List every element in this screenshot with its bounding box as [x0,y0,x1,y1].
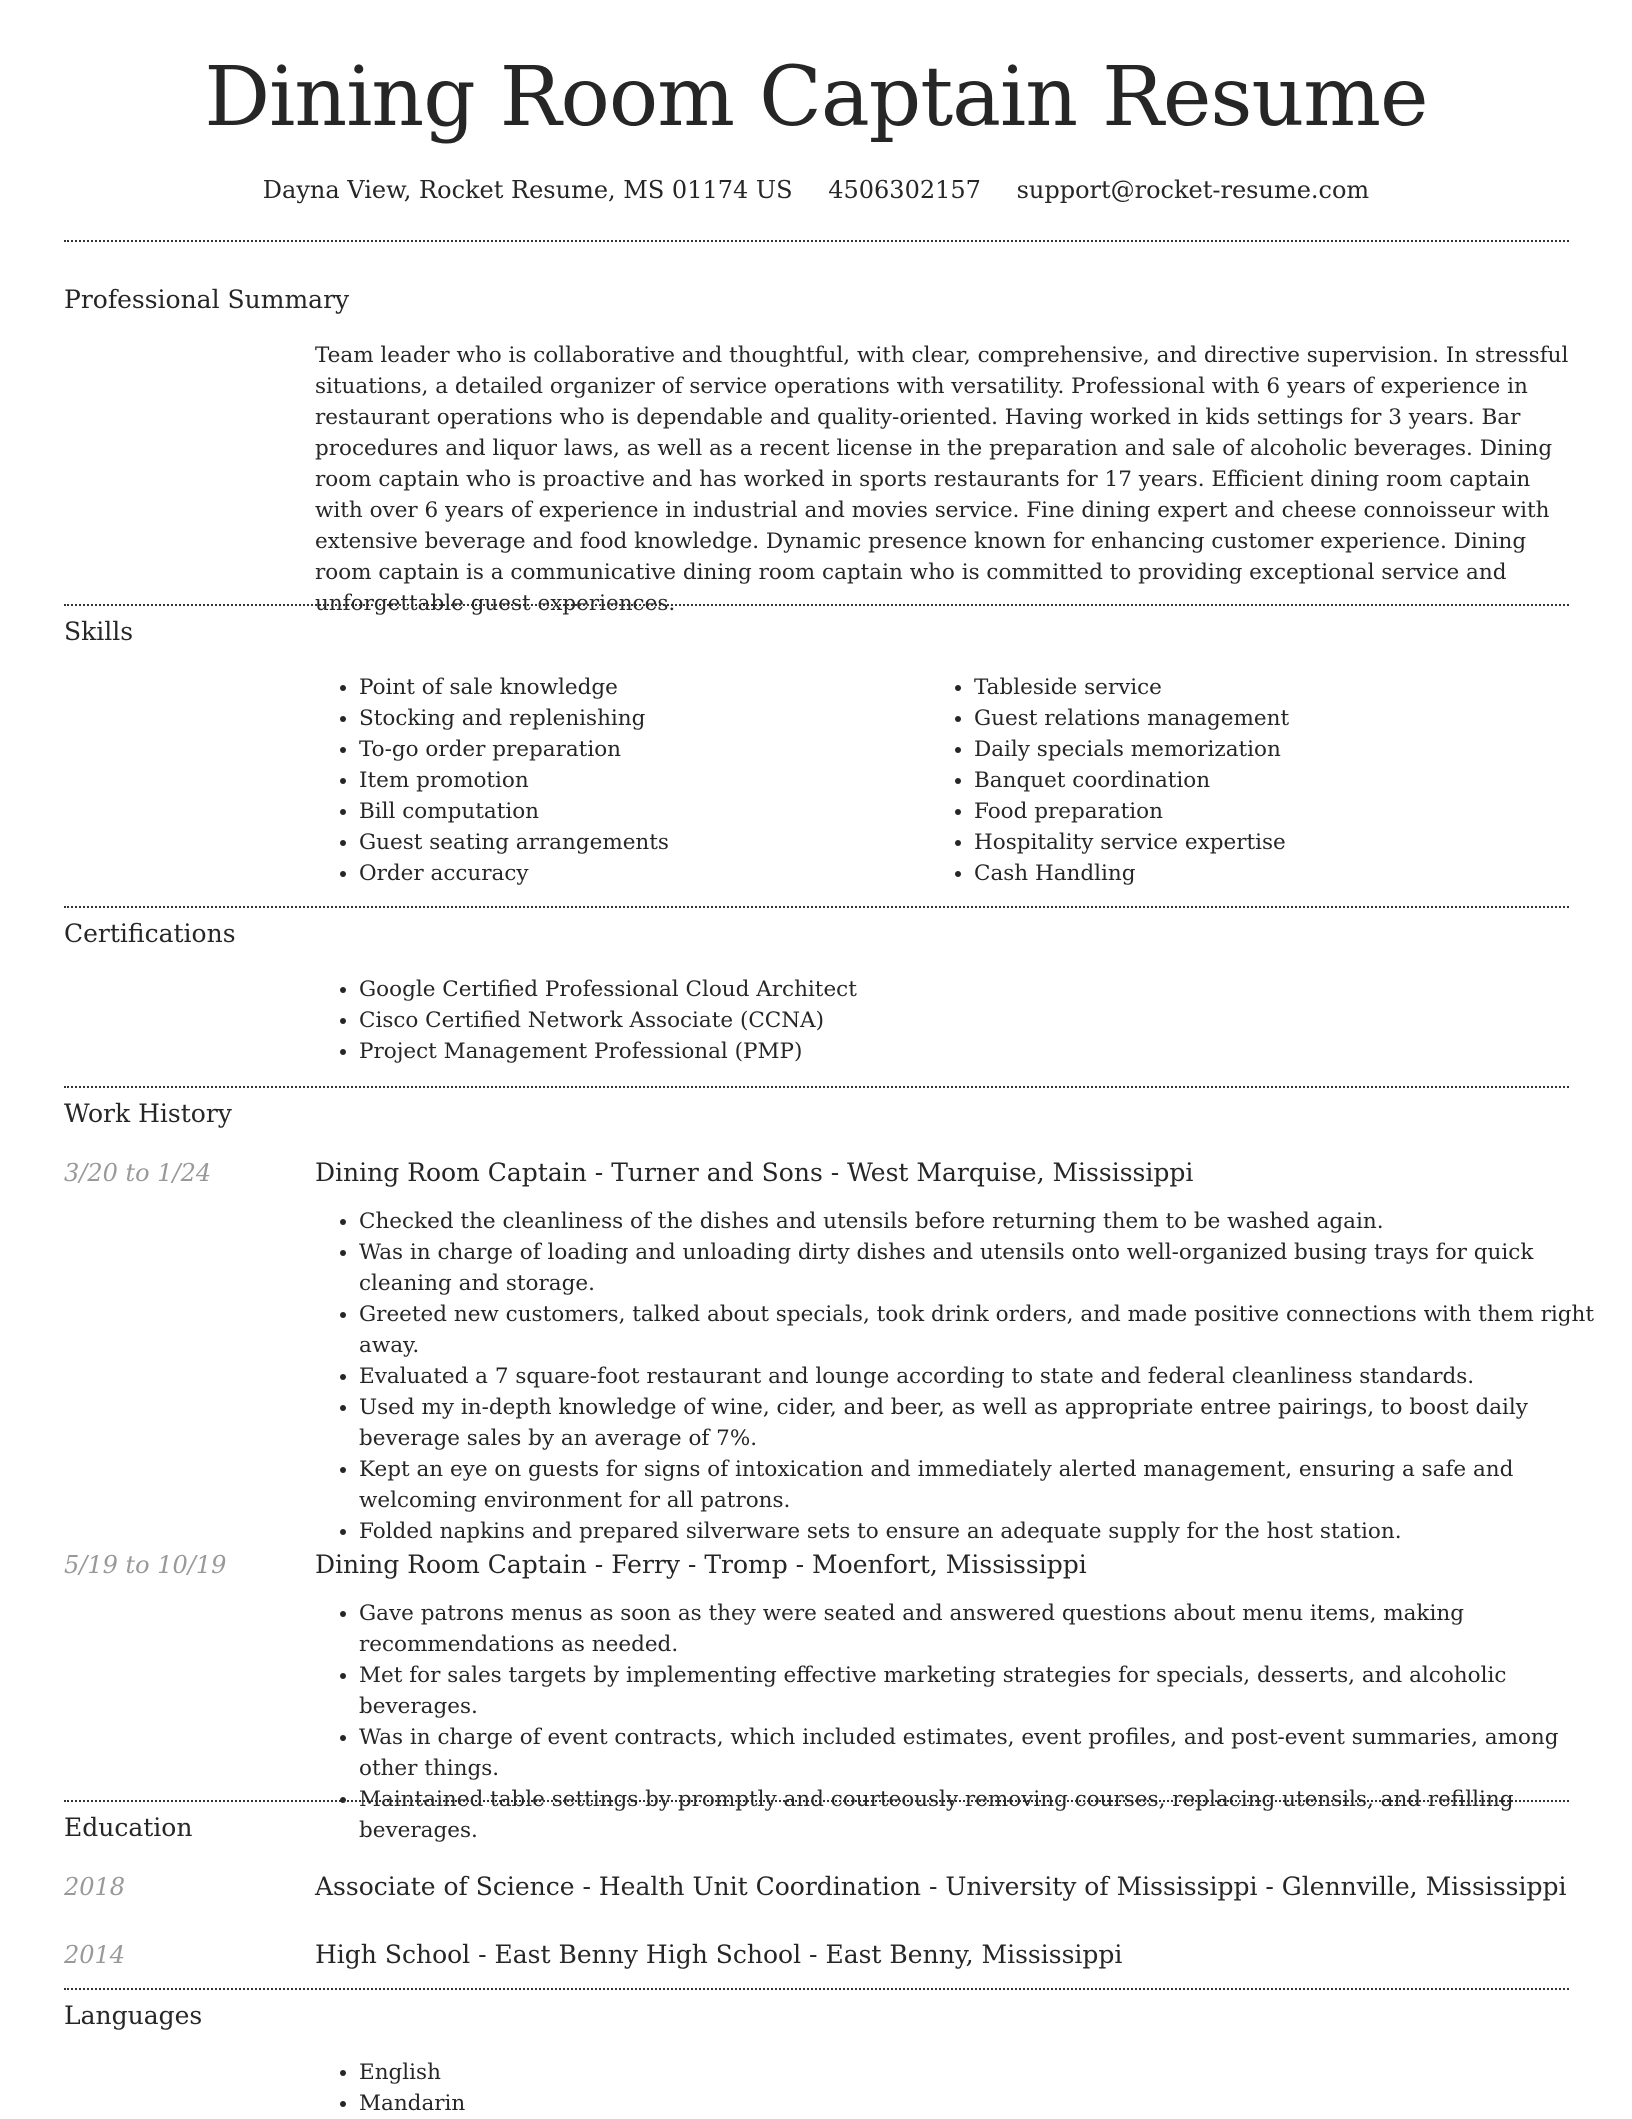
job-bullet: • Met for sales targets by implementing effective marketing strategies for specials, desserts, and alcoholic beverages. [359,1660,1614,1722]
languages-heading: Languages [64,2001,203,2030]
divider [64,240,1569,242]
skill-item: • Hospitality service expertise [974,827,1574,858]
job-bullets [315,1206,1614,1547]
skill-item: • Guest relations management [974,703,1574,734]
job-title: Dining Room Captain - Turner and Sons - West Marquise, Mississippi [315,1158,1194,1187]
job-bullets [315,1598,1614,1846]
skill-item: • Food preparation [974,796,1574,827]
languages-list [315,2057,959,2119]
job-bullet: • Used my in-depth knowledge of wine, cider, and beer, as well as appropriate entree pairings, to boost daily beverage sales by an average of 7%. [359,1392,1614,1454]
skills-list-right [930,672,1574,889]
divider [64,604,1569,606]
certifications-list [315,974,1579,1067]
skill-item: • To-go order preparation [359,734,919,765]
language-item: • Mandarin [359,2088,959,2119]
contact-line [0,170,1632,210]
job-bullet: • Folded napkins and prepared silverware sets to ensure an adequate supply for the host station. [359,1516,1614,1547]
skill-item: • Stocking and replenishing [359,703,919,734]
language-item: • English [359,2057,959,2088]
job-dates: 5/19 to 10/19 [64,1551,227,1579]
job-bullet: • Maintained table settings by promptly and courteously removing courses, replacing utensils, and refilling beverages. [359,1784,1614,1846]
education-year: 2018 [64,1873,126,1901]
divider [64,1988,1569,1990]
divider [64,1086,1569,1088]
job-bullet: • Gave patrons menus as soon as they were seated and answered questions about menu items, making recommendations as needed. [359,1598,1614,1660]
job-title: Dining Room Captain - Ferry - Tromp - Moenfort, Mississippi [315,1550,1087,1579]
job-bullet: • Kept an eye on guests for signs of intoxication and immediately alerted management, ensuring a safe and welcoming environment for all patrons. [359,1454,1614,1516]
skills-list-left [315,672,919,889]
skill-item: • Tableside service [974,672,1574,703]
job-bullet: • Greeted new customers, talked about specials, took drink orders, and made positive connections with them right away. [359,1299,1614,1361]
education-heading: Education [64,1813,193,1842]
summary-text: Team leader who is collaborative and thoughtful, with clear, comprehensive, and directive supervision. In stressful situations, a detailed organizer of service operations with versatility. Professional with 6 years of experience in restaurant operations who is dependable and quality-oriented. Having worked in kids settings for 3 years. Bar procedures and liquor laws, as well as a recent license in the preparation and sale of alcoholic beverages. Dining room captain who is proactive and has worked in sports restaurants for 17 years. Efficient dining room captain with over 6 years of experience in industrial and movies service. Fine dining expert and cheese connoisseur with extensive beverage and food knowledge. Dynamic presence known for enhancing customer experience. Dining room captain is a communicative dining room captain who is committed to providing exceptional service and unforgettable guest experiences. [315,343,1569,616]
certification-item: • Project Management Professional (PMP) [359,1036,1579,1067]
skill-item: • Guest seating arrangements [359,827,919,858]
education-entry: Associate of Science - Health Unit Coordination - University of Mississippi - Glennville, Mississippi [315,1872,1567,1901]
job-bullet: • Was in charge of loading and unloading dirty dishes and utensils onto well-organized busing trays for quick cleaning and storage. [359,1237,1614,1299]
contact-address: Dayna View, Rocket Resume, MS 01174 US [262,176,793,204]
divider [64,1800,1569,1802]
certifications-heading: Certifications [64,919,236,948]
certification-item: • Cisco Certified Network Associate (CCNA) [359,1005,1579,1036]
divider [64,906,1569,908]
job-dates: 3/20 to 1/24 [64,1159,212,1187]
job-bullet: • Evaluated a 7 square-foot restaurant and lounge according to state and federal cleanliness standards. [359,1361,1614,1392]
resume-title: Dining Room Captain Resume [204,50,1428,145]
certification-item: • Google Certified Professional Cloud Architect [359,974,1579,1005]
summary-heading: Professional Summary [64,285,350,314]
work-heading: Work History [64,1099,232,1128]
skills-heading: Skills [64,617,134,646]
job-bullet: • Was in charge of event contracts, which included estimates, event profiles, and post-event summaries, among other things. [359,1722,1614,1784]
skill-item: • Order accuracy [359,858,919,889]
job-bullet: • Checked the cleanliness of the dishes and utensils before returning them to be washed again. [359,1206,1614,1237]
skill-item: • Cash Handling [974,858,1574,889]
education-entry: High School - East Benny High School - East Benny, Mississippi [315,1940,1123,1969]
skill-item: • Point of sale knowledge [359,672,919,703]
skill-item: • Banquet coordination [974,765,1574,796]
contact-email: support@rocket-resume.com [1016,176,1370,204]
education-year: 2014 [64,1941,126,1969]
skill-item: • Item promotion [359,765,919,796]
skill-item: • Bill computation [359,796,919,827]
skill-item: • Daily specials memorization [974,734,1574,765]
contact-phone: 4506302157 [828,176,981,204]
